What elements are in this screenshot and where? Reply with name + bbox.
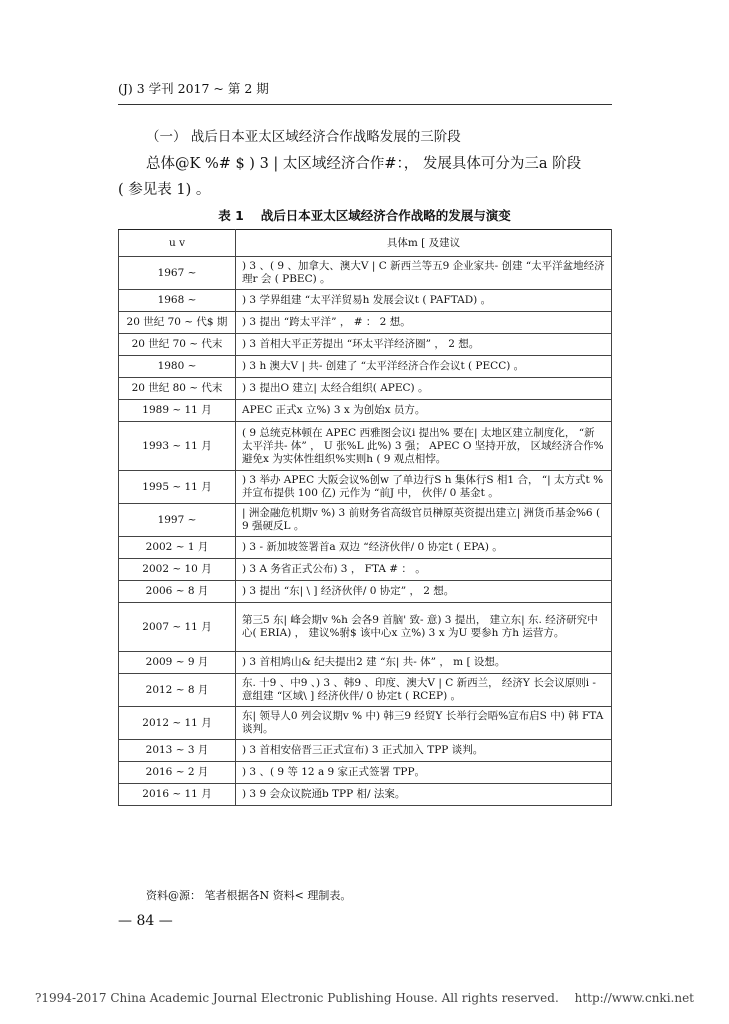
row-content: ) 3 - 新加坡签署首a 双边 “经济伙伴/ 0 协定t ( EPA) 。 bbox=[236, 537, 612, 559]
column-header-content: 具体m [ 及建议 bbox=[236, 230, 612, 257]
column-header-time: u v bbox=[119, 230, 236, 257]
row-time: 2002 ~ 1 月 bbox=[119, 537, 236, 559]
row-time: 1968 ~ bbox=[119, 290, 236, 312]
row-content: ) 3 提出 “跨太平洋” ， # ： 2 想。 bbox=[236, 312, 612, 334]
row-content: ) 3 9 会众议院通b TPP 相/ 法案。 bbox=[236, 784, 612, 806]
row-content: ) 3 h 澳大V | 共- 创建了 “太平洋经济合作会议t ( PECC) 。 bbox=[236, 356, 612, 378]
row-content: ) 3 首相安倍晋三正式宣布) 3 正式加入 TPP 谈判。 bbox=[236, 740, 612, 762]
table-source-note: 资料@源： 笔者根据各N 资料< 理制表。 bbox=[146, 889, 352, 902]
row-content: ) 3 首相鸠山& 纪夫提出2 建 “东| 共- 体” ， m [ 设想。 bbox=[236, 652, 612, 674]
row-content: | 洲金融危机期v %) 3 前财务省高级官员榊原英资提出建立| 洲货币基金%6 ( 9 强硬反L 。 bbox=[236, 504, 612, 537]
row-time: 2016 ~ 11 月 bbox=[119, 784, 236, 806]
table-row bbox=[119, 400, 612, 422]
row-time: 1995 ~ 11 月 bbox=[119, 471, 236, 504]
row-time: 1989 ~ 11 月 bbox=[119, 400, 236, 422]
table-body bbox=[119, 257, 612, 806]
row-time: 2009 ~ 9 月 bbox=[119, 652, 236, 674]
header-rule bbox=[118, 104, 612, 105]
table-row bbox=[119, 504, 612, 537]
row-time: 2013 ~ 3 月 bbox=[119, 740, 236, 762]
copyright-footer: ?1994-2017 China Academic Journal Electronic Publishing House. All rights reserved. http://www.cnki.net bbox=[34, 991, 695, 1005]
body-paragraph-line-2: ( 参见表 1) 。 bbox=[118, 182, 211, 198]
table-row bbox=[119, 652, 612, 674]
row-time: 2007 ~ 11 月 bbox=[119, 603, 236, 652]
row-content: ) 3 首相大平正芳提出 “环太平洋经济圈” ， 2 想。 bbox=[236, 334, 612, 356]
row-time: 1993 ~ 11 月 bbox=[119, 422, 236, 471]
table-row bbox=[119, 784, 612, 806]
body-paragraph-line-1: 总体@K %# $ ) 3 | 太区域经济合作#：， 发展具体可分为三a 阶段 bbox=[146, 156, 582, 172]
row-content: 东| 领导人0 列会议期v % 中) 韩三9 经贸Y 长举行会晤%宣布启S 中) 韩 FTA 谈判。 bbox=[236, 707, 612, 740]
table-row bbox=[119, 559, 612, 581]
table-row bbox=[119, 674, 612, 707]
row-content: ) 3 、( 9 等 12 a 9 家正式签署 TPP。 bbox=[236, 762, 612, 784]
row-time: 20 世纪 70 ~ 代末 bbox=[119, 334, 236, 356]
row-content: ) 3 提出O 建立| 太经合组织( APEC) 。 bbox=[236, 378, 612, 400]
row-content: ( 9 总统克林顿在 APEC 西雅图会议i 提出% 要在| 太地区建立制度化， “新太平洋共- 体” ， U 张%L 此%) 3 强； APEC O 坚持开放， 区域经济合作%避免x 为实体性组织%实则h ( 9 观点相悖。 bbox=[236, 422, 612, 471]
row-content: APEC 正式x 立%) 3 x 为创始x 员方。 bbox=[236, 400, 612, 422]
row-content: ) 3 、( 9 、加拿大、澳大V | C 新西兰等五9 企业家共- 创建 “太平洋盆地经济理r 会 ( PBEC) 。 bbox=[236, 257, 612, 290]
row-content: ) 3 提出 “东| \ ] 经济伙伴/ 0 协定” ， 2 想。 bbox=[236, 581, 612, 603]
running-header: (J) 3 学刊 2017 ~ 第 2 期 bbox=[118, 81, 269, 96]
table-row bbox=[119, 334, 612, 356]
table-row bbox=[119, 290, 612, 312]
row-content: ) 3 举办 APEC 大阪会议%创w 了单边行S h 集体行S 相1 合， “| 太方式t % 并宣布提供 100 亿) 元作为 “前J 中， 伙伴/ 0 基金t 。 bbox=[236, 471, 612, 504]
row-time: 2012 ~ 11 月 bbox=[119, 707, 236, 740]
table-row bbox=[119, 537, 612, 559]
table-row bbox=[119, 762, 612, 784]
strategy-table bbox=[118, 229, 612, 806]
row-content: ) 3 A 务省正式公布) 3 ， FTA # ： 。 bbox=[236, 559, 612, 581]
section-heading: （一） 战后日本亚太区域经济合作战略发展的三阶段 bbox=[146, 129, 461, 145]
row-time: 2006 ~ 8 月 bbox=[119, 581, 236, 603]
table-row bbox=[119, 378, 612, 400]
row-content: 东. 十9 、中9 、) 3 、韩9 、印度、澳大V | C 新西兰， 经济Y 长会议原则i - 意组建 “区域\ ] 经济伙伴/ 0 协定t ( RCEP) 。 bbox=[236, 674, 612, 707]
table-row bbox=[119, 356, 612, 378]
row-content: ) 3 学界组建 “太平洋贸易h 发展会议t ( PAFTAD) 。 bbox=[236, 290, 612, 312]
table-row bbox=[119, 257, 612, 290]
row-content: 第三5 东| 峰会期v %h 会各9 首脑' 致- 意) 3 提出， 建立东| 东. 经济研究中心( ERIA) ， 建议%驸$ 该中心x 立%) 3 x 为U 要参h 方h 运营方。 bbox=[236, 603, 612, 652]
table-row bbox=[119, 740, 612, 762]
table-row bbox=[119, 603, 612, 652]
table-row bbox=[119, 422, 612, 471]
row-time: 2016 ~ 2 月 bbox=[119, 762, 236, 784]
row-time: 20 世纪 70 ~ 代$ 期 bbox=[119, 312, 236, 334]
page-number: — 84 — bbox=[118, 913, 173, 929]
table-row bbox=[119, 312, 612, 334]
row-time: 2002 ~ 10 月 bbox=[119, 559, 236, 581]
row-time: 1980 ~ bbox=[119, 356, 236, 378]
row-time: 20 世纪 80 ~ 代末 bbox=[119, 378, 236, 400]
table-caption: 表 1 战后日本亚太区域经济合作战略的发展与演变 bbox=[218, 208, 511, 223]
row-time: 1967 ~ bbox=[119, 257, 236, 290]
table-header-row bbox=[119, 230, 612, 257]
row-time: 1997 ~ bbox=[119, 504, 236, 537]
table-row bbox=[119, 471, 612, 504]
table-row bbox=[119, 581, 612, 603]
table-row bbox=[119, 707, 612, 740]
row-time: 2012 ~ 8 月 bbox=[119, 674, 236, 707]
